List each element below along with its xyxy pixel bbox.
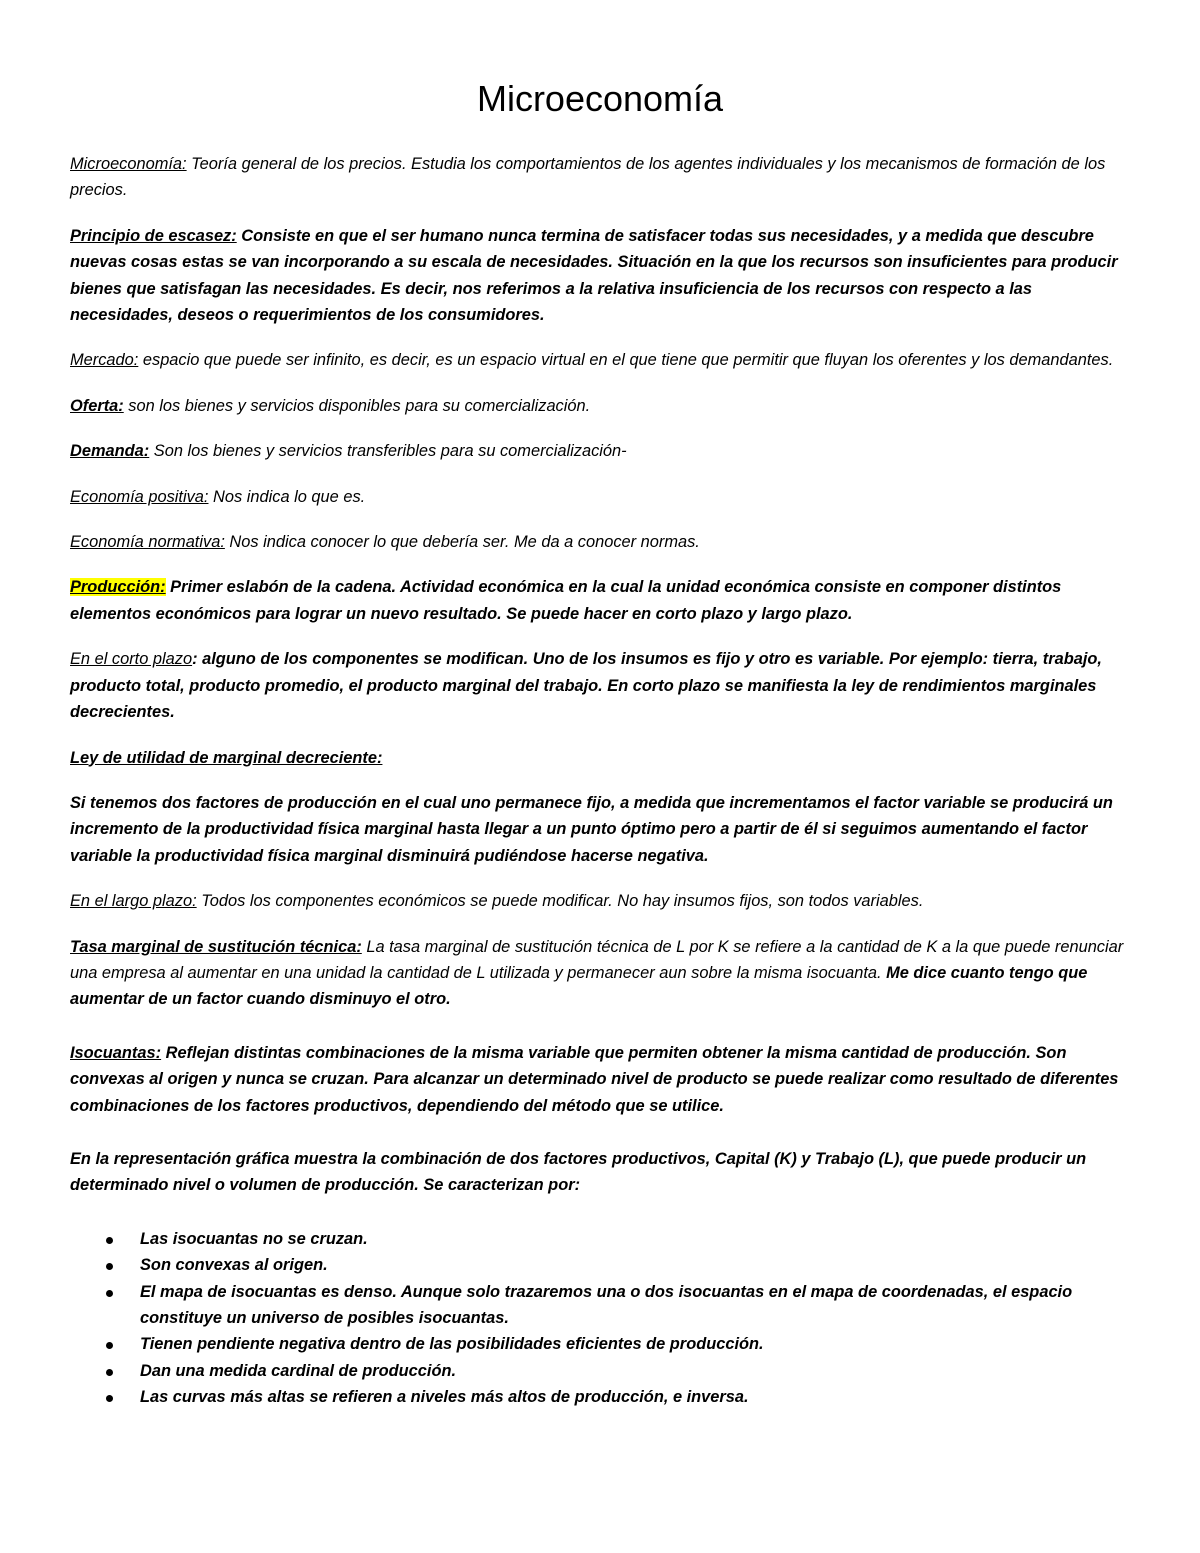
paragraph-text: Teoría general de los precios. Estudia los comportamientos de los agentes individuales y los mecanismos de formación de los precios. bbox=[70, 155, 1106, 200]
paragraph-isocuantas bbox=[70, 1040, 1132, 1119]
paragraph-text: Nos indica lo que es. bbox=[208, 487, 366, 506]
term-label: Tasa marginal de sustitución técnica: bbox=[70, 937, 362, 956]
list-item-text: Las isocuantas no se cruzan. bbox=[140, 1229, 368, 1248]
term-label: En el corto plazo bbox=[70, 650, 193, 669]
list-item bbox=[70, 1331, 1132, 1357]
paragraph-text: Reflejan distintas combinaciones de la misma variable que permiten obtener la misma cantidad de producción. Son convexas al origen y nunca se cruzan. Para alcanzar un determinado nivel de producto se puede realizar como resultado de diferentes combinaciones de los factores productivos, dependiendo del método que se utilice. bbox=[70, 1043, 1119, 1115]
paragraph-produccion bbox=[70, 574, 1132, 627]
paragraph-oferta bbox=[70, 393, 1132, 419]
paragraph-principio-escasez bbox=[70, 223, 1132, 329]
bullet-icon bbox=[106, 1342, 113, 1349]
paragraph-text: Nos indica conocer lo que debería ser. Me da a conocer normas. bbox=[224, 533, 700, 552]
paragraph-text: son los bienes y servicios disponibles para su comercialización. bbox=[123, 396, 591, 415]
paragraph-text: Son los bienes y servicios transferibles para su comercialización- bbox=[149, 442, 627, 461]
term-label: Economía positiva: bbox=[70, 487, 209, 506]
document-body bbox=[70, 151, 1132, 1411]
list-item bbox=[70, 1358, 1132, 1384]
list-item-text: Las curvas más altas se refieren a niveles más altos de producción, e inversa. bbox=[140, 1388, 749, 1407]
highlighted-term-label: Producción: bbox=[70, 578, 166, 597]
list-item bbox=[70, 1226, 1132, 1252]
paragraph-text: Consiste en que el ser humano nunca termina de satisfacer todas sus necesidades, y a medida que descubre nuevas cosas estas se van incorporando a su escala de necesidades. Situación en la que los recursos son insuficientes para producir bienes que satisfagan las necesidades. Es decir, nos referimos a la relativa insuficiencia de los recursos con respecto a las necesidades, deseos o requerimientos de los consumidores. bbox=[70, 226, 1118, 325]
paragraph-ley-utilidad-body bbox=[70, 790, 1132, 869]
list-item-text: El mapa de isocuantas es denso. Aunque solo trazaremos una o dos isocuantas en el mapa de coordenadas, el espacio constituye un universo de posibles isocuantas. bbox=[140, 1282, 1073, 1327]
paragraph-text: espacio que puede ser infinito, es decir, es un espacio virtual en el que tiene que permitir que fluyan los oferentes y los demandantes. bbox=[138, 351, 1114, 370]
spacer bbox=[70, 1032, 1132, 1040]
bullet-icon bbox=[106, 1263, 113, 1270]
bullet-icon bbox=[106, 1395, 113, 1402]
term-label: Isocuantas: bbox=[70, 1043, 162, 1062]
paragraph-text: Todos los componentes económicos se puede modificar. No hay insumos fijos, son todos variables. bbox=[196, 892, 924, 911]
term-label: En el largo plazo: bbox=[70, 892, 197, 911]
bullet-icon bbox=[106, 1237, 113, 1244]
list-item bbox=[70, 1384, 1132, 1410]
paragraph-demanda bbox=[70, 438, 1132, 464]
term-label: Principio de escasez: bbox=[70, 226, 237, 245]
term-label: Mercado: bbox=[70, 351, 139, 370]
paragraph-microeconomia bbox=[70, 151, 1132, 204]
paragraph-largo-plazo bbox=[70, 888, 1132, 914]
bullet-icon bbox=[106, 1369, 113, 1376]
term-label: Microeconomía: bbox=[70, 155, 187, 173]
page-title: Microeconomía bbox=[476, 78, 724, 119]
paragraph-text: La tasa marginal de sustitución técnica de L por K se refiere a la cantidad de K a la que puede renunciar una empresa al aumentar en una unidad la cantidad de L utilizada y permanecer aun sobre la misma isocuanta. bbox=[70, 937, 1124, 982]
list-item bbox=[70, 1252, 1132, 1278]
term-label: Demanda: bbox=[70, 442, 150, 461]
paragraph-representacion-grafica bbox=[70, 1146, 1132, 1199]
term-label: Economía normativa: bbox=[70, 533, 225, 552]
paragraph-corto-plazo bbox=[70, 646, 1132, 725]
paragraph-text: En la representación gráfica muestra la combinación de dos factores productivos, Capital (K) y Trabajo (L), que puede producir un determinado nivel o volumen de producción. Se caracterizan por: bbox=[70, 1149, 1087, 1195]
paragraph-economia-positiva bbox=[70, 484, 1132, 510]
spacer bbox=[70, 1218, 1132, 1226]
spacer bbox=[70, 1138, 1132, 1146]
paragraph-bold-text: Me dice cuanto tengo que aumentar de un factor cuando disminuyo el otro. bbox=[70, 963, 1088, 1009]
list-item-text: Dan una medida cardinal de producción. bbox=[140, 1361, 457, 1380]
paragraph-mercado bbox=[70, 347, 1132, 373]
list-item-text: Tienen pendiente negativa dentro de las posibilidades eficientes de producción. bbox=[140, 1335, 764, 1354]
paragraph-ley-utilidad-heading bbox=[70, 745, 1132, 771]
paragraph-economia-normativa bbox=[70, 529, 1132, 555]
term-label: Oferta: bbox=[70, 396, 124, 415]
paragraph-tasa-marginal bbox=[70, 934, 1132, 1013]
bullet-icon bbox=[106, 1290, 113, 1297]
characteristics-list bbox=[70, 1226, 1132, 1411]
list-item-text: Son convexas al origen. bbox=[140, 1256, 328, 1275]
list-item bbox=[70, 1279, 1132, 1332]
paragraph-text: Primer eslabón de la cadena. Actividad económica en la cual la unidad económica consiste en componer distintos elementos económicos para lograr un nuevo resultado. Se puede hacer en corto plazo y largo plazo. bbox=[70, 578, 1062, 623]
paragraph-text: : alguno de los componentes se modifican. Uno de los insumos es fijo y otro es variable. Por ejemplo: tierra, trabajo, producto total, producto promedio, el producto marginal del trabajo. En corto plazo se manifiesta la ley de rendimientos marginales decrecientes. bbox=[70, 650, 1102, 722]
term-label: Ley de utilidad de marginal decreciente: bbox=[70, 748, 383, 767]
paragraph-text: Si tenemos dos factores de producción en el cual uno permanece fijo, a medida que incrementamos el factor variable se producirá un incremento de la productividad física marginal hasta llegar a un punto óptimo pero a partir de él si seguimos aumentando el factor variable la productividad física marginal disminuirá pudiéndose hacerse negativa. bbox=[70, 793, 1113, 865]
